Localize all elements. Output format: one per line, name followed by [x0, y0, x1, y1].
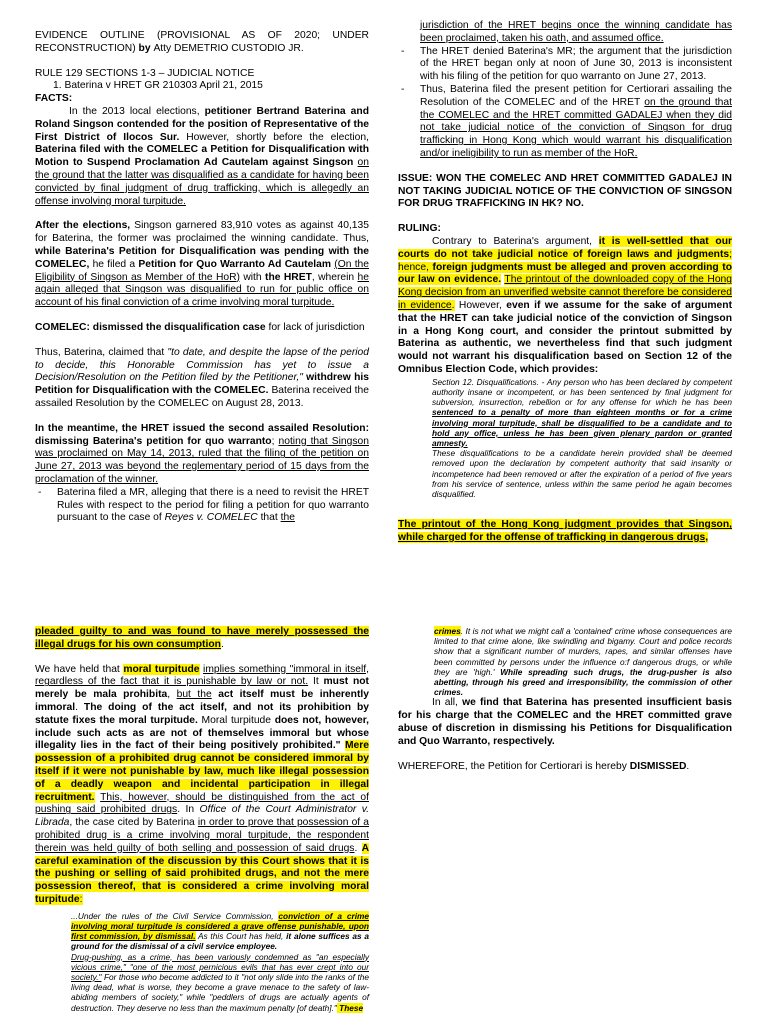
mr-bullet-continued: jurisdiction of the HRET begins once the winning candidate has been proclaimed, taken his oath, and assumed office.: [420, 20, 732, 44]
in-all-paragraph: In all, we find that Baterina has presented insufficient basis for his charge that the COMELEC and the HRET committed grave abuse of discretion in dismissing his Petitions for Disqualification and Quo Warranto, respectively.: [398, 697, 732, 747]
pleaded-guilty-line: pleaded guilty to and was found to have merely possessed the illegal drugs for his own consumption.: [35, 626, 369, 650]
section-12-quote: Section 12. Disqualifications. - Any person who has been declared by competent authority insane or incompetent, or has been sentenced by final judgment for subversion, insurrection, rebellion or for any offense for which he has been sentenced to a penalty of more than eighteen months or for a crime involving moral turpitude, shall be disqualified to be a candidate and to hold any office, unless he has been given plenary pardon or granted amnesty.: [432, 376, 732, 448]
drug-pushing-quote: Drug-pushing, as a crime, has been variously condemned as "an especially vicious crime," "one of the most pernicious evils that has ever crept into our society." For those who become addicted to it "not only slide into the ranks of the living dead, what is worse, they become a grave menace to the safety of law-abiding members of society," while "peddlers of drugs are actually agents of destruction. They deserve no less than the maximum penalty [of death]." These: [71, 951, 369, 1013]
mr-bullet: - Baterina filed a MR, alleging that there is a need to revisit the HRET Rules with respect to the period for filing a petition for quo warranto pursuant to the case of Reyes v. COMELEC that the: [35, 487, 369, 525]
comelec-paragraph: COMELEC: dismissed the disqualification case for lack of jurisdiction: [35, 321, 365, 333]
printout-paragraph: The printout of the Hong Kong judgment provides that Singson, while charged for the offense of trafficking in dangerous drugs,: [398, 519, 732, 543]
crimes-quote: crimes. It is not what we might call a 'contained' crime whose consequences are limited to that crime alone, like swindling and bigamy. Court and police records show that a significant number of murders, rapes, and similar offenses have been committed by persons under the influence o:f dangerous drugs, or while they are 'high.' While spreading such drugs, the drug-pusher is also abetting, through his greed and irresponsibility, the commission of other crimes.: [434, 626, 732, 698]
facts-heading: FACTS:: [35, 93, 73, 105]
page1-right-column: [398, 20, 732, 545]
page1-left-column: [35, 30, 369, 525]
issue-heading: ISSUE: WON THE COMELEC AND HRET COMMITTED GADALEJ IN NOT TAKING JUDICIAL NOTICE OF THE CONVICTION OF SINGSON FOR DRUG TRAFFICKING IN HK? NO.: [398, 172, 732, 210]
certiorari-bullet: - Thus, Baterina filed the present petition for Certiorari assailing the Resolution of the COMELEC and of the HRET on the ground that the COMELEC and the HRET committed GADALEJ when they did not take judicial notice of the conviction of Singson for drug trafficking in Hong Kong which would warrant his disqualification and/or ineligibility to run as member of the HoR.: [398, 84, 732, 161]
page2-right-column: [398, 626, 732, 773]
document-header: EVIDENCE OUTLINE (PROVISIONAL AS OF 2020; UNDER RECONSTRUCTION) by Atty DEMETRIO CUSTODIO JR.: [35, 30, 369, 54]
page-separator: [0, 594, 768, 614]
document-page-2: [0, 614, 768, 1024]
withdrawal-paragraph: Thus, Baterina, claimed that "to date, and despite the lapse of the period to decide, this Honorable Commission has yet to issue a Decision/Resolution on the Petition filed by the Petitioner," withdrew his Petition for Disqualification with the COMELEC. Baterina received the assailed Resolution by the COMELEC on August 28, 2013.: [35, 346, 369, 409]
facts-paragraph: In the 2013 local elections, petitioner Bertrand Baterina and Roland Singson contended for the position of Representative of the First District of Ilocos Sur. However, shortly before the election, Baterina filed with the COMELEC a Petition for Disqualification with Motion to Suspend Proclamation Ad Cautelam against Singson on the ground that the latter was disqualified as a candidate for having been convicted by final judgment of drug trafficking, which is allegedly an offense involving moral turpitude.: [35, 105, 369, 207]
after-elections-paragraph: After the elections, Singson garnered 83,910 votes as against 40,135 for Baterina, the former was proclaimed the winning candidate. Thus, while Baterina's Petition for Disqualification was pending with the COMELEC, he filed a Petition for Quo Warranto Ad Cautelam (On the Eligibility of Singson as Member of the HoR) with the HRET, wherein he again alleged that Singson was disqualified to run for public office on account of his final conviction of a crime involving moral turpitude.: [35, 220, 370, 309]
civil-service-quote: ...Under the rules of the Civil Service Commission, conviction of a crime involving moral turpitude is considered a grave offense punishable, upon first commission, by dismissal. As this Court has held, it alone suffices as a ground for the dismissal of a civil service employee.: [71, 910, 369, 952]
wherefore-paragraph: WHEREFORE, the Petition for Certiorari is hereby DISMISSED.: [398, 760, 690, 772]
hret-denial-bullet: - The HRET denied Baterina's MR; the argument that the jurisdiction of the HRET began only at noon of June 30, 2013 is inconsistent with his filing of the petition for quo warranto on June 27, 2013.: [398, 46, 732, 84]
ruling-paragraph: Contrary to Baterina's argument, it is well-settled that our courts do not take judicial notice of foreign laws and judgments; hence, foreign judgments must be alleged and proven according to our law on evidence. The printout of the downloaded copy of the Hong Kong decision from an unverified website cannot therefore be considered in evidence. However, even if we assume for the sake of argument that the HRET can take judicial notice of the conviction of Singson in a Hong Kong court, and consider the printout submitted by Baterina as authentic, we nevertheless find that such judgment would not warrant his disqualification based on Section 12 of the Omnibus Election Code, which provides:: [398, 235, 733, 375]
ruling-heading: RULING:: [398, 223, 441, 235]
hret-resolution-paragraph: In the meantime, the HRET issued the second assailed Resolution: dismissing Baterina's petition for quo warranto; noting that Singson was proclaimed on May 14, 2013, ruled that the filing of the petition on June 27, 2013 was beyond the reglementary period of 15 days from the proclamation of the winner.: [35, 422, 369, 485]
case-title: 1. Baterina v HRET GR 210303 April 21, 2015: [53, 80, 263, 92]
page2-left-column: [35, 626, 369, 1013]
rule-heading: RULE 129 SECTIONS 1-3 – JUDICIAL NOTICE: [35, 67, 255, 79]
section-12-quote-continued: These disqualifications to be a candidate herein provided shall be deemed removed upon the declaration by competent authority that said insanity or incompetence had been removed or after the expiration of a period of five years from his service of sentence, unless within the same period he again becomes disqualified.: [432, 448, 732, 499]
moral-turpitude-paragraph: We have held that moral turpitude implies something "immoral in itself, regardless of the fact that it is punishable by law or not. It must not merely be mala prohibita, but the act itself must be inherently immoral. The doing of the act itself, and not its prohibition by statute fixes the moral turpitude. Moral turpitude does not, however, include such acts as are not of themselves immoral but whose illegality lies in the fact of their being positively prohibited." Mere possession of a prohibited drug cannot be considered immoral by itself if it were not punishable by law, much like illegal possession of a deadly weapon and incidental participation in illegal recruitment. This, however, should be distinguished from the act of pushing said prohibited drugs. In Office of the Court Administrator v. Librada, the case cited by Baterina in order to prove that possession of a prohibited drug is a crime involving moral turpitude, the respondent therein was held guilty of both selling and possession of said drugs. A careful examination of the discussion by this Court shows that it is the pushing or selling of said prohibited drugs, and not the mere possession thereof, that is considered a crime involving moral turpitude:: [35, 663, 370, 905]
